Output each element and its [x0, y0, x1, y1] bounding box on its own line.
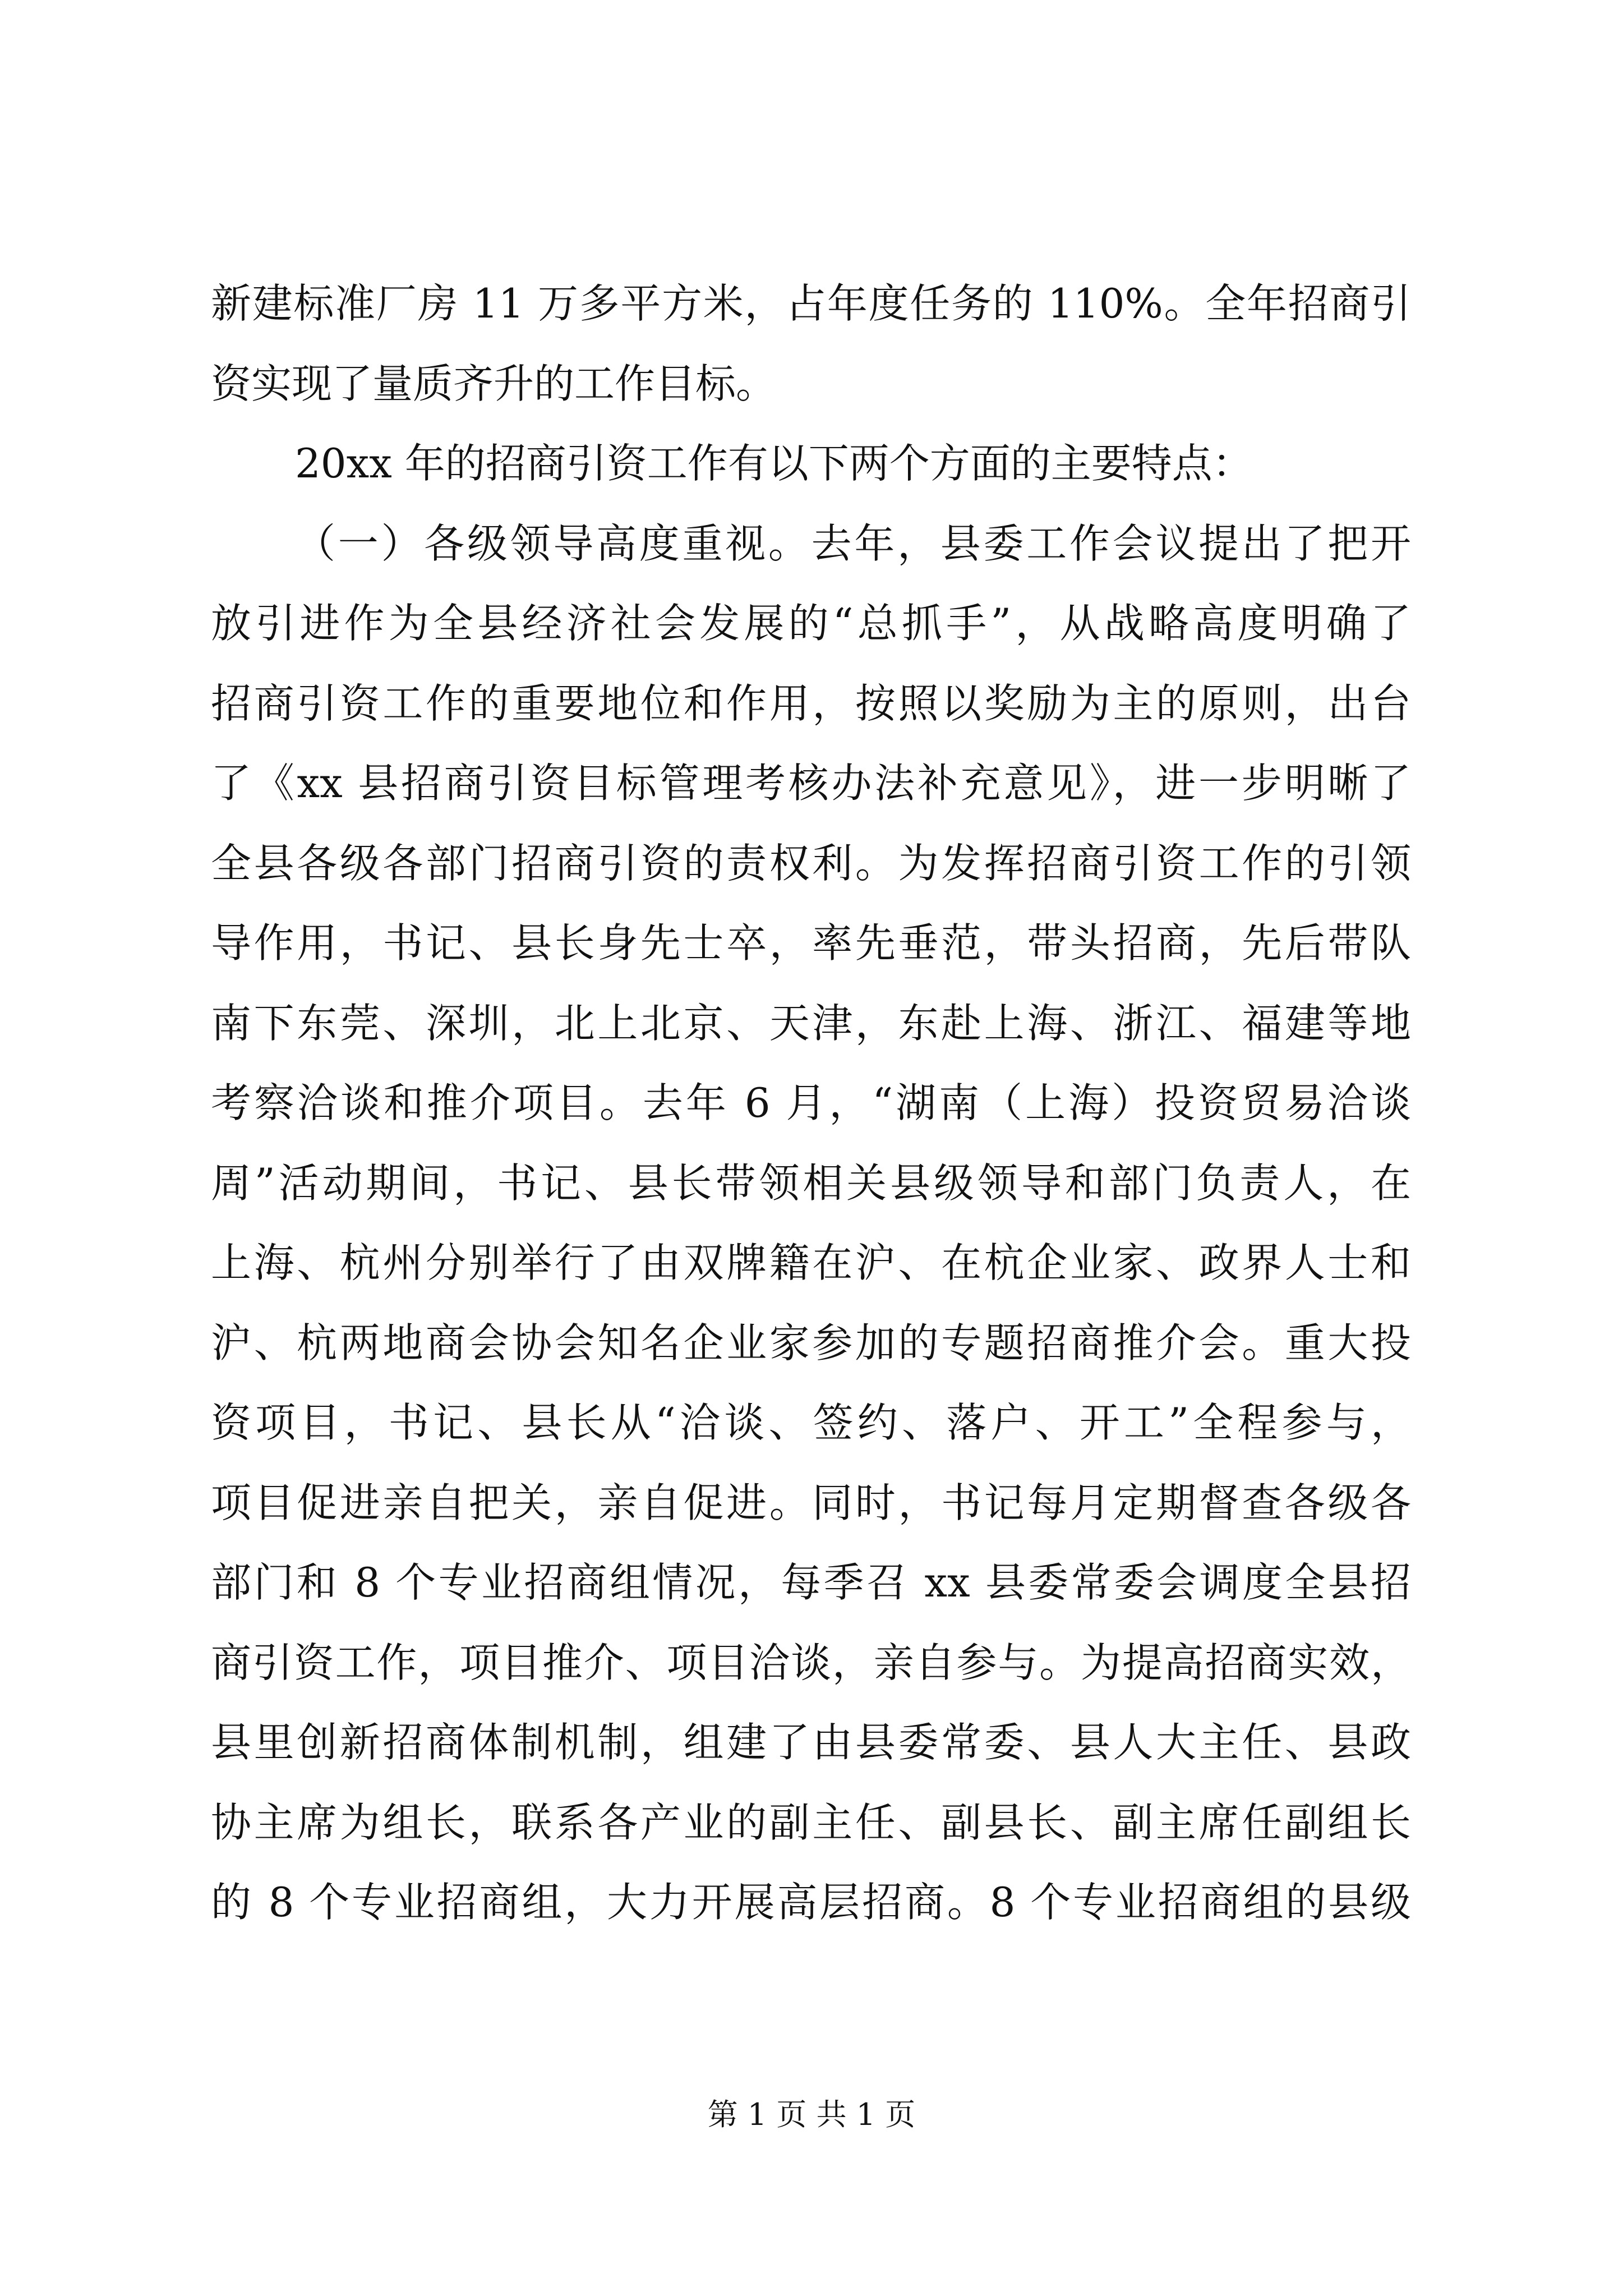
text-line: 了《xx 县招商引资目标管理考核办法补充意见》，进一步明晰了 [211, 760, 1411, 807]
text-line: 沪、杭两地商会协会知名企业家参加的专题招商推介会。重大投 [211, 1319, 1411, 1366]
text-line: 考察洽谈和推介项目。去年 6 月，“湖南（上海）投资贸易洽谈 [211, 1079, 1411, 1126]
text-line: 部门和 8 个专业招商组情况，每季召 xx 县委常委会调度全县招 [211, 1559, 1411, 1606]
text-line: 上海、杭州分别举行了由双牌籍在沪、在杭企业家、政界人士和 [211, 1239, 1411, 1286]
text-line: 的 8 个专业招商组，大力开展高层招商。8 个专业招商组的县级 [211, 1879, 1411, 1926]
text-line: 南下东莞、深圳，北上北京、天津，东赴上海、浙江、福建等地 [211, 999, 1411, 1047]
text-line: 资项目，书记、县长从“洽谈、签约、落户、开工”全程参与， [211, 1399, 1411, 1446]
text-line: 新建标准厂房 11 万多平方米，占年度任务的 110%。全年招商引 [211, 280, 1411, 327]
text-line: （一）各级领导高度重视。去年，县委工作会议提出了把开 [295, 519, 1411, 567]
text-line: 招商引资工作的重要地位和作用，按照以奖励为主的原则，出台 [211, 679, 1411, 727]
text-line: 县里创新招商体制机制，组建了由县委常委、县人大主任、县政 [211, 1719, 1411, 1766]
text-line: 20xx 年的招商引资工作有以下两个方面的主要特点： [295, 440, 1253, 487]
page-number-footer: 第 1 页 共 1 页 [707, 2097, 916, 2132]
text-line: 项目促进亲自把关，亲自促进。同时，书记每月定期督查各级各 [211, 1479, 1411, 1526]
text-line: 资实现了量质齐升的工作目标。 [211, 360, 777, 407]
document-body [211, 264, 1411, 1943]
text-line: 全县各级各部门招商引资的责权利。为发挥招商引资工作的引领 [211, 839, 1411, 887]
text-line: 周”活动期间，书记、县长带领相关县级领导和部门负责人，在 [211, 1159, 1411, 1207]
text-line: 商引资工作，项目推介、项目洽谈，亲自参与。为提高招商实效， [211, 1639, 1411, 1686]
text-line: 导作用，书记、县长身先士卒，率先垂范，带头招商，先后带队 [211, 919, 1411, 967]
text-line: 放引进作为全县经济社会发展的“总抓手”，从战略高度明确了 [211, 600, 1411, 647]
text-line: 协主席为组长，联系各产业的副主任、副县长、副主席任副组长 [211, 1798, 1411, 1846]
